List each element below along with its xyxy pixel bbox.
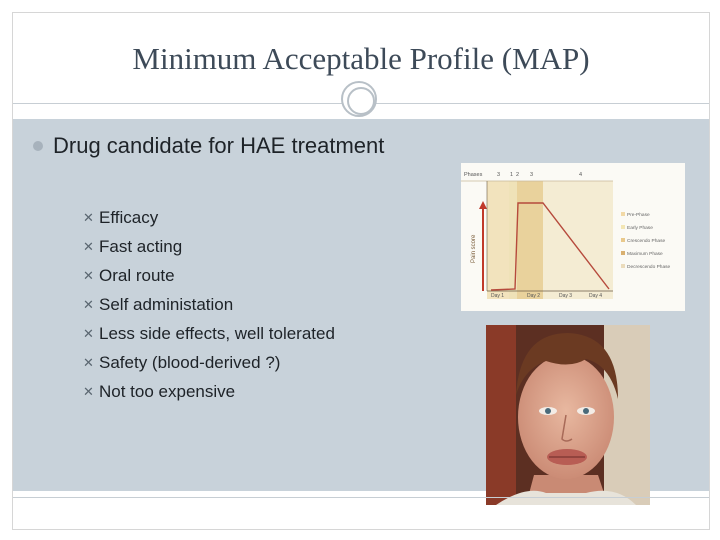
- legend-label: Pre-Phase: [627, 213, 650, 218]
- list-item: [83, 377, 335, 406]
- patient-photo: [486, 325, 650, 505]
- x-bullet-icon: ✕: [83, 209, 94, 225]
- legend-label: Maximum Phase: [627, 252, 663, 257]
- x-bullet-icon: ✕: [83, 354, 94, 370]
- pain-phase-chart: [461, 163, 685, 311]
- list-item-text: Oral route: [99, 265, 175, 285]
- phase-band: [487, 181, 509, 299]
- phase-number: 4: [579, 172, 583, 178]
- day-label: Day 2: [527, 293, 541, 299]
- legend-swatch: [621, 264, 625, 268]
- legend-swatch: [621, 238, 625, 242]
- list-item: [83, 290, 335, 319]
- phase-number: 3: [530, 172, 534, 178]
- x-bullet-icon: ✕: [83, 296, 94, 312]
- main-bullet: [33, 133, 384, 159]
- day-label: Day 4: [589, 293, 603, 299]
- list-item-text: Self administation: [99, 294, 234, 314]
- list-item-text: Efficacy: [99, 207, 159, 227]
- x-bullet-icon: ✕: [83, 383, 94, 399]
- footer-divider: [13, 497, 709, 498]
- list-item: [83, 232, 335, 261]
- list-item-text: Not too expensive: [99, 381, 236, 401]
- legend-label: Crescendo Phase: [627, 239, 666, 244]
- sub-bullet-list: [83, 203, 335, 406]
- list-item: [83, 261, 335, 290]
- phase-band: [517, 181, 543, 299]
- bullet-dot-icon: [33, 141, 43, 151]
- day-label: Day 3: [559, 293, 573, 299]
- decorative-circle-icon: [341, 81, 377, 117]
- phases-label: Phases: [464, 172, 483, 178]
- list-item-text: Safety (blood-derived ?): [99, 352, 281, 372]
- slide-title: Minimum Acceptable Profile (MAP): [132, 41, 590, 76]
- list-item-text: Fast acting: [99, 236, 183, 256]
- x-bullet-icon: ✕: [83, 238, 94, 254]
- legend-label: Early Phase: [627, 226, 653, 231]
- day-label: Day 1: [491, 293, 505, 299]
- x-bullet-icon: ✕: [83, 267, 94, 283]
- slide-frame: [12, 12, 710, 530]
- phase-number: 3: [497, 172, 501, 178]
- list-item: [83, 319, 335, 348]
- legend-swatch: [621, 225, 625, 229]
- legend-swatch: [621, 212, 625, 216]
- content-panel: [13, 119, 709, 491]
- legend-label: Decrescendo Phase: [627, 265, 671, 270]
- list-item-text: Less side effects, well tolerated: [99, 323, 335, 343]
- y-axis-label: Pain score: [471, 234, 477, 263]
- main-bullet-text: Drug candidate for HAE treatment: [53, 133, 385, 158]
- list-item: [83, 348, 335, 377]
- phase-number: 2: [516, 172, 520, 178]
- x-bullet-icon: ✕: [83, 325, 94, 341]
- legend-swatch: [621, 251, 625, 255]
- phase-number: 1: [510, 172, 514, 178]
- list-item: [83, 203, 335, 232]
